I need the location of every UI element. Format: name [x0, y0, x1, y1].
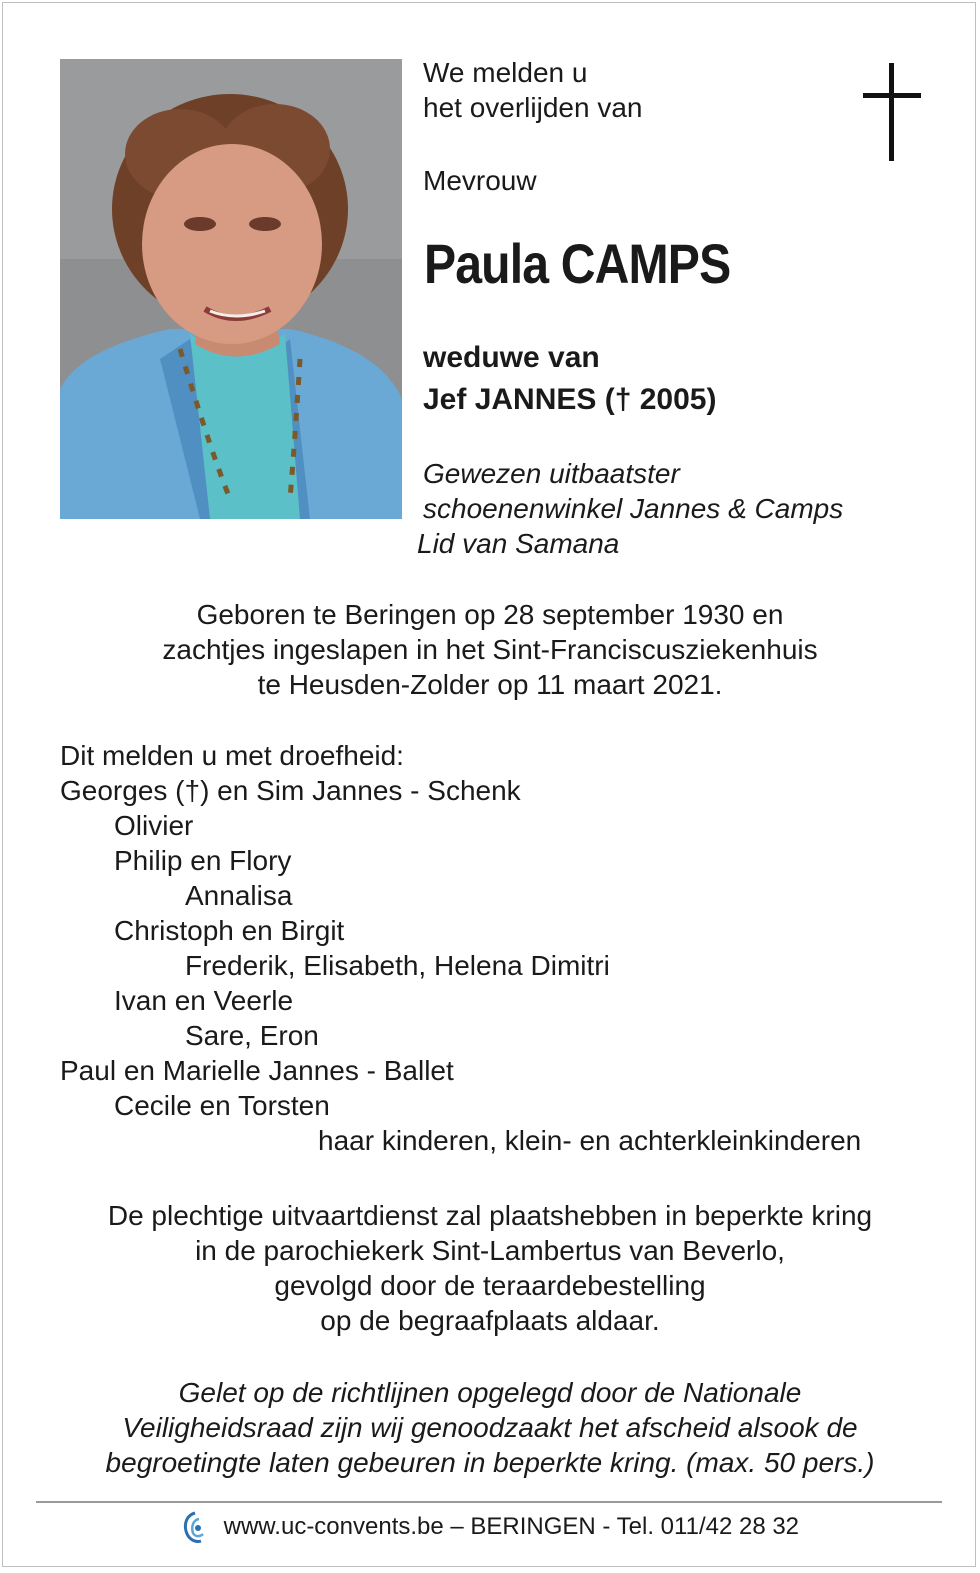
service-line-2: in de parochiekerk Sint-Lambertus van Beverlo,: [195, 1235, 785, 1266]
funeral-home-logo-icon: [181, 1511, 209, 1545]
title-mevrouw: Mevrouw: [423, 165, 537, 196]
deceased-name: Paula CAMPS: [424, 232, 731, 295]
family-closing: haar kinderen, klein- en achterkleinkinderen: [318, 1125, 862, 1156]
family-entry: Sare, Eron: [185, 1020, 319, 1051]
portrait-photo: [60, 59, 402, 519]
service-line-3: gevolgd door de teraardebestelling: [274, 1270, 706, 1301]
family-heading: Dit melden u met droefheid:: [60, 740, 404, 771]
birth-death-line-3: te Heusden-Zolder op 11 maart 2021.: [257, 669, 723, 700]
family-entry: Ivan en Veerle: [114, 985, 294, 1016]
intro-line-1: We melden u: [423, 57, 588, 88]
footer: [3, 1509, 977, 1545]
family-entry: Annalisa: [185, 880, 293, 911]
service-line-4: op de begraafplaats aldaar.: [320, 1305, 660, 1336]
service-line-1: De plechtige uitvaartdienst zal plaatshebben in beperkte kring: [107, 1200, 873, 1231]
birth-death-line-2: zachtjes ingeslapen in het Sint-Franciscusziekenhuis: [162, 634, 818, 665]
family-entry: Philip en Flory: [114, 845, 292, 876]
footer-divider: [36, 1501, 942, 1503]
birth-death-line-1: Geboren te Beringen op 28 september 1930 en: [196, 599, 784, 630]
cross-icon: [863, 63, 921, 163]
family-entry: Georges (†) en Sim Jannes - Schenk: [60, 775, 521, 806]
family-entry: Cecile en Torsten: [114, 1090, 330, 1121]
obituary-card: [2, 2, 976, 1567]
role-line-3: Lid van Samana: [417, 528, 620, 559]
notice-line-2: Veiligheidsraad zijn wij genoodzaakt het afscheid alsook de: [122, 1412, 858, 1443]
notice-line-1: Gelet op de richtlijnen opgelegd door de Nationale: [178, 1377, 802, 1408]
family-entry: Paul en Marielle Jannes - Ballet: [60, 1055, 454, 1086]
family-entry: Christoph en Birgit: [114, 915, 345, 946]
relation-line-2: Jef JANNES († 2005): [423, 383, 717, 416]
intro-line-2: het overlijden van: [423, 92, 643, 123]
relation-line-1: weduwe van: [423, 341, 600, 374]
family-entry: Olivier: [114, 810, 194, 841]
family-entry: Frederik, Elisabeth, Helena Dimitri: [185, 950, 610, 981]
role-line-2: schoenenwinkel Jannes & Camps: [423, 493, 844, 524]
footer-contact-text: www.uc-convents.be – BERINGEN - Tel. 011/42 28 32: [223, 1513, 800, 1540]
portrait-illustration: [60, 59, 402, 519]
notice-line-3: begroetingte laten gebeuren in beperkte kring. (max. 50 pers.): [105, 1447, 875, 1478]
role-line-1: Gewezen uitbaatster: [423, 458, 680, 489]
